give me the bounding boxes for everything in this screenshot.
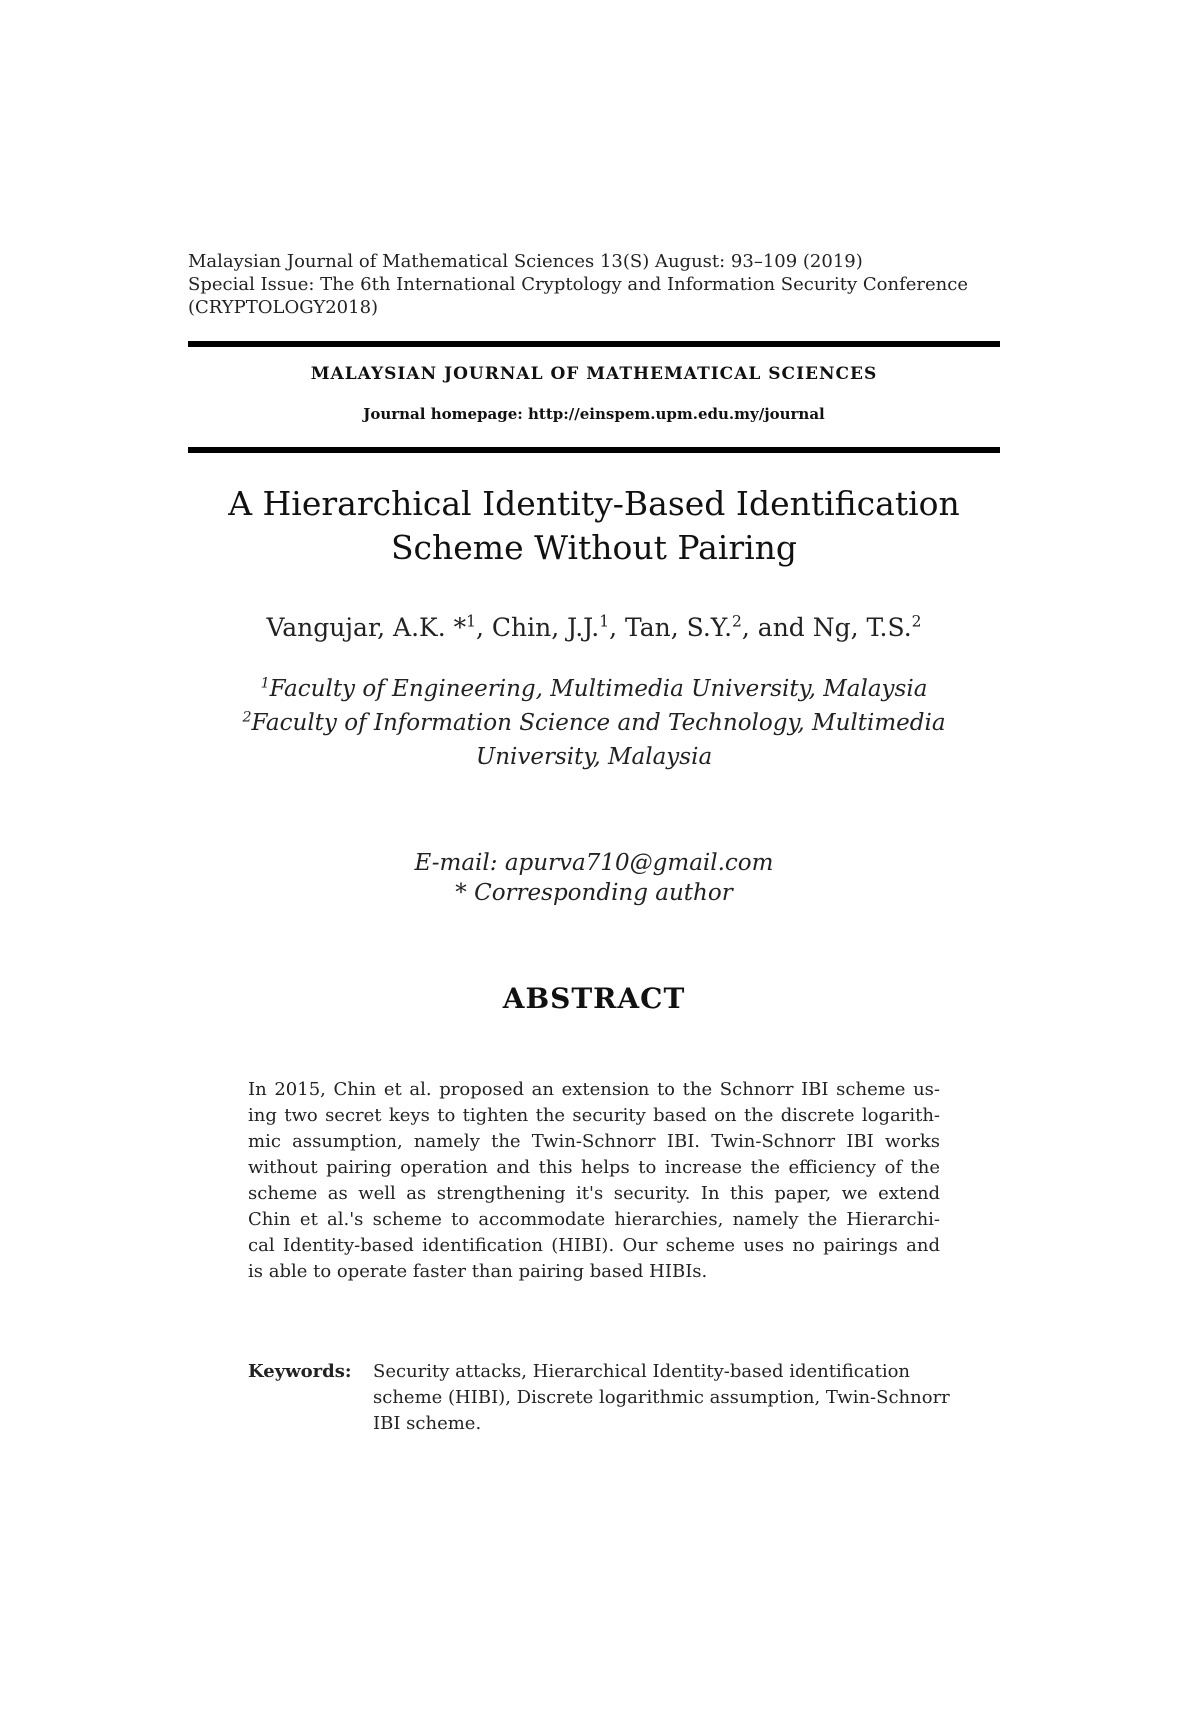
- abstract-line: scheme as well as strengthening it's security. In this paper, we extend: [248, 1183, 940, 1204]
- keywords-line: IBI scheme.: [373, 1413, 482, 1434]
- citation-line-1: Malaysian Journal of Mathematical Sciences 13(S) August: 93–109 (2019): [188, 251, 863, 272]
- abstract-line: without pairing operation and this helps to increase the efficiency of the: [248, 1157, 940, 1178]
- affiliation-1: [188, 672, 1000, 706]
- masthead-top-rule: [188, 341, 1000, 347]
- abstract-line: cal Identity-based identification (HIBI). Our scheme uses no pairings and: [248, 1235, 940, 1256]
- contact-block: [188, 848, 1000, 908]
- author-name: Chin, J.J.: [491, 613, 600, 642]
- paper-title: [188, 482, 1000, 570]
- affiliations: [188, 672, 1000, 774]
- author-affiliation-mark: 2: [911, 612, 922, 631]
- journal-name: MALAYSIAN JOURNAL OF MATHEMATICAL SCIENCES: [310, 364, 878, 384]
- abstract-line: is able to operate faster than pairing based HIBIs.: [248, 1261, 708, 1282]
- author-separator: , and: [741, 613, 813, 642]
- abstract-body: [248, 1077, 940, 1285]
- title-line-1: A Hierarchical Identity-Based Identification: [228, 484, 960, 523]
- affiliation-2-continued: University, Malaysia: [475, 744, 713, 770]
- affiliation-mark: 1: [260, 675, 270, 692]
- author-affiliation-mark: 2: [732, 612, 742, 631]
- title-line-2: Scheme Without Pairing: [390, 528, 798, 567]
- affiliation-2: [188, 706, 1000, 740]
- journal-homepage: Journal homepage: http://einspem.upm.edu.my/journal: [363, 405, 825, 423]
- author-affiliation-mark: 1: [466, 612, 477, 631]
- affiliation-text: Faculty of Information Science and Technology, Multimedia: [251, 710, 946, 736]
- keywords-line: scheme (HIBI), Discrete logarithmic assumption, Twin-Schnorr: [373, 1387, 950, 1408]
- citation-line-2: Special Issue: The 6th International Cryptology and Information Security Conference: [188, 274, 968, 295]
- keywords-label: Keywords:: [248, 1361, 352, 1382]
- email-address[interactable]: E-mail: apurva710@gmail.com: [414, 850, 774, 876]
- author-name: Ng, T.S.: [812, 613, 912, 642]
- affiliation-text: Faculty of Engineering, Multimedia University, Malaysia: [269, 676, 928, 702]
- masthead-bottom-rule: [188, 447, 1000, 453]
- abstract-heading: ABSTRACT: [502, 982, 686, 1015]
- author-list: [188, 613, 1000, 642]
- author-separator: ,: [609, 613, 625, 642]
- keywords-list: [373, 1359, 968, 1437]
- citation-line-3: (CRYPTOLOGY2018): [188, 297, 379, 318]
- abstract-line: ing two secret keys to tighten the security based on the discrete logarith-: [248, 1105, 940, 1126]
- abstract-line: In 2015, Chin et al. proposed an extension to the Schnorr IBI scheme us-: [248, 1079, 940, 1100]
- author-name: Tan, S.Y.: [624, 613, 733, 642]
- abstract-line: Chin et al.'s scheme to accommodate hierarchies, namely the Hierarchi-: [248, 1209, 940, 1230]
- author-separator: ,: [476, 613, 492, 642]
- affiliation-mark: 2: [242, 709, 252, 726]
- citation-header: [188, 250, 968, 319]
- corresponding-author-note: * Corresponding author: [455, 880, 733, 906]
- abstract-line: mic assumption, namely the Twin-Schnorr IBI. Twin-Schnorr IBI works: [248, 1131, 940, 1152]
- author-affiliation-mark: 1: [599, 612, 610, 631]
- author-name: Vangujar, A.K. *: [266, 613, 467, 642]
- keywords-line: Security attacks, Hierarchical Identity-based identification: [373, 1361, 911, 1382]
